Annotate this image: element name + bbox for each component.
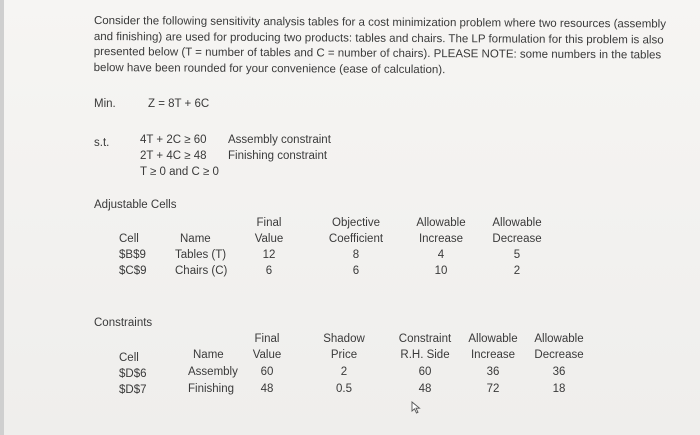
constraints-title: Constraints — [94, 317, 153, 329]
table-cell-ref: $D$7 — [119, 384, 147, 396]
header-allowable: Allowable — [416, 217, 466, 229]
adjustable-title: Adjustable Cells — [94, 199, 177, 211]
intro-paragraph — [94, 14, 679, 80]
header-increase: Increase — [418, 233, 464, 245]
header-allowable: Allowable — [534, 333, 584, 345]
table-cell-rhs: 48 — [418, 383, 432, 395]
table-cell-final: 12 — [262, 249, 276, 261]
table-cell-increase: 36 — [486, 366, 500, 378]
intro-line: presented below (T = number of tables and C = number of chairs). PLEASE NOTE: some numbers in the tables — [93, 45, 662, 62]
header-allowable: Allowable — [492, 217, 542, 229]
table-cell-decrease: 36 — [552, 366, 566, 378]
constraint-expr: 4T + 2C ≥ 60 — [140, 134, 207, 146]
constraint-desc: Finishing constraint — [228, 150, 328, 162]
table-cell-shadow: 2 — [340, 366, 348, 378]
table-cell-increase: 10 — [434, 265, 448, 277]
table-cell-decrease: 18 — [552, 383, 566, 395]
header-cell: Cell — [119, 233, 139, 245]
header-price: Price — [330, 349, 358, 361]
header-increase: Increase — [470, 349, 516, 361]
objective-label: Min. — [94, 98, 116, 110]
st-label: s.t. — [94, 137, 110, 149]
table-cell-rhs: 60 — [418, 366, 432, 378]
header-shadow: Shadow — [323, 333, 365, 345]
header-decrease: Decrease — [534, 349, 584, 361]
constraint-expr: T ≥ 0 and C ≥ 0 — [140, 166, 219, 178]
table-cell-ref: $B$9 — [119, 249, 146, 261]
table-cell-decrease: 5 — [513, 249, 521, 261]
header-final: Final — [256, 217, 282, 229]
page-edge — [0, 0, 4, 435]
table-cell-coef: 8 — [352, 249, 360, 261]
table-cell-name: Chairs (C) — [175, 265, 228, 277]
intro-line: Consider the following sensitivity analysis tables for a cost minimization problem where two resources (assembly — [93, 14, 667, 31]
header-value: Value — [252, 349, 282, 361]
table-cell-decrease: 2 — [513, 265, 521, 277]
table-cell-coef: 6 — [352, 265, 360, 277]
header-name: Name — [180, 233, 211, 245]
header-value: Value — [254, 233, 284, 245]
table-cell-final: 6 — [265, 265, 273, 277]
header-cell: Cell — [119, 352, 139, 364]
table-cell-increase: 72 — [486, 383, 500, 395]
constraint-expr: 2T + 4C ≥ 48 — [140, 150, 207, 162]
header-allowable: Allowable — [468, 333, 518, 345]
constraint-desc: Assembly constraint — [228, 134, 331, 146]
table-cell-name: Assembly — [188, 366, 238, 378]
table-cell-ref: $D$6 — [119, 368, 147, 380]
mouse-cursor-icon — [411, 401, 421, 414]
intro-line: below have been rounded for your convenience (ease of calculation). — [93, 61, 446, 76]
header-constraint: Constraint — [398, 333, 452, 345]
table-cell-final: 60 — [260, 366, 274, 378]
header-decrease: Decrease — [492, 233, 542, 245]
table-cell-name: Tables (T) — [175, 249, 227, 261]
header-final: Final — [254, 333, 280, 345]
table-cell-increase: 4 — [437, 249, 445, 261]
table-cell-shadow: 0.5 — [336, 383, 352, 395]
objective-expression: Z = 8T + 6C — [148, 98, 210, 110]
intro-line: and finishing) are used for producing two products: tables and chairs. The LP formulation for this problem is also — [93, 30, 664, 46]
table-cell-name: Finishing — [188, 383, 235, 395]
header-name: Name — [193, 349, 224, 361]
header-objective: Objective — [332, 217, 380, 229]
table-cell-final: 48 — [260, 383, 274, 395]
header-rhs: R.H. Side — [400, 349, 450, 361]
table-cell-ref: $C$9 — [119, 265, 147, 277]
header-coefficient: Coefficient — [328, 233, 384, 245]
